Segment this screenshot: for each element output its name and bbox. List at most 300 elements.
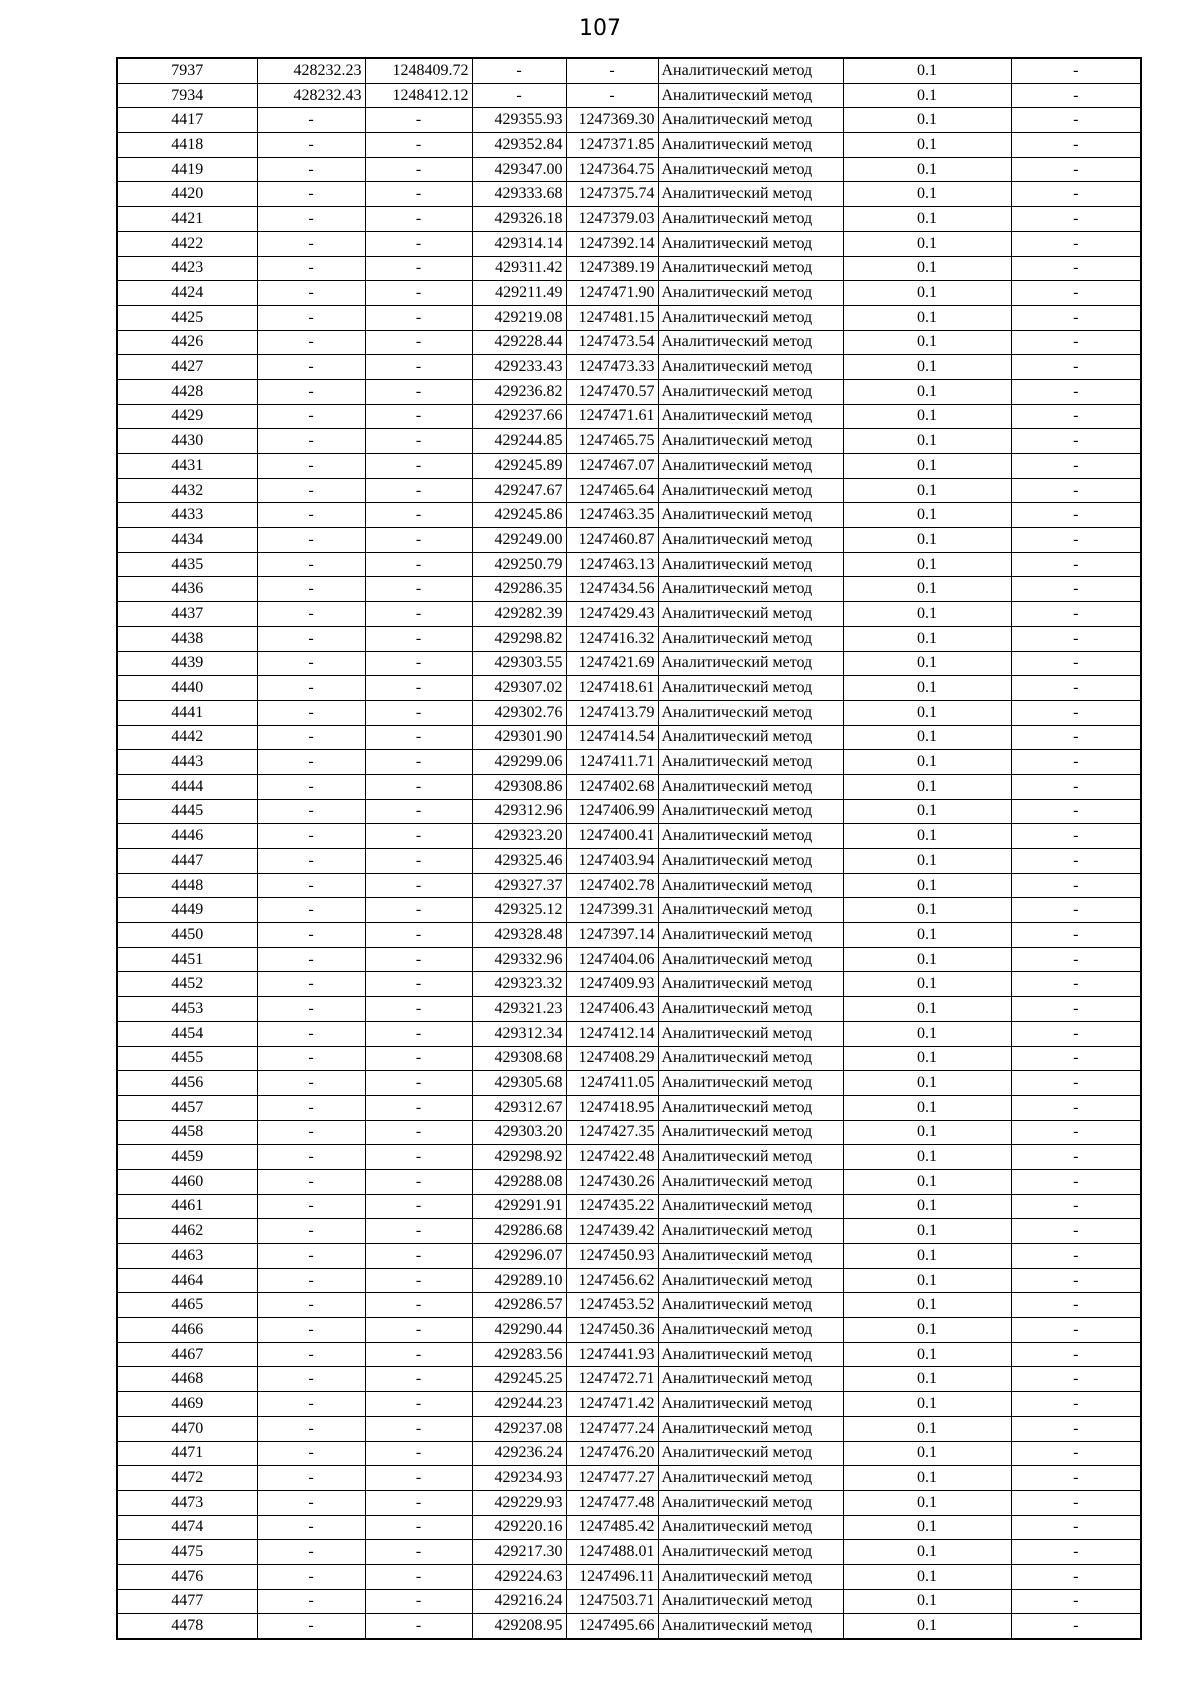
- point-id-cell: 4462: [117, 1219, 257, 1244]
- accuracy-cell: 0.1: [843, 182, 1011, 207]
- table-row: [117, 873, 1141, 898]
- old-y-cell: -: [365, 1293, 472, 1318]
- new-y-cell: 1247413.79: [566, 700, 658, 725]
- table-row: [117, 133, 1141, 158]
- new-x-cell: 429228.44: [472, 330, 566, 355]
- new-y-cell: 1247403.94: [566, 849, 658, 874]
- method-cell: Аналитический метод: [658, 725, 843, 750]
- point-id-cell: 4469: [117, 1392, 257, 1417]
- table-row: [117, 972, 1141, 997]
- note-cell: -: [1011, 1046, 1141, 1071]
- old-y-cell: -: [365, 947, 472, 972]
- new-x-cell: 429283.56: [472, 1342, 566, 1367]
- method-cell: Аналитический метод: [658, 873, 843, 898]
- note-cell: -: [1011, 1268, 1141, 1293]
- table-row: [117, 58, 1141, 83]
- accuracy-cell: 0.1: [843, 1589, 1011, 1614]
- new-y-cell: 1247441.93: [566, 1342, 658, 1367]
- note-cell: -: [1011, 923, 1141, 948]
- accuracy-cell: 0.1: [843, 750, 1011, 775]
- table-row: [117, 602, 1141, 627]
- old-x-cell: -: [257, 478, 365, 503]
- table-row: [117, 231, 1141, 256]
- old-y-cell: -: [365, 1589, 472, 1614]
- old-x-cell: -: [257, 947, 365, 972]
- table-row: [117, 824, 1141, 849]
- old-y-cell: -: [365, 824, 472, 849]
- note-cell: -: [1011, 725, 1141, 750]
- new-x-cell: 429237.08: [472, 1416, 566, 1441]
- new-x-cell: 429314.14: [472, 231, 566, 256]
- new-x-cell: 429217.30: [472, 1540, 566, 1565]
- accuracy-cell: 0.1: [843, 58, 1011, 83]
- note-cell: -: [1011, 58, 1141, 83]
- accuracy-cell: 0.1: [843, 1416, 1011, 1441]
- old-x-cell: -: [257, 281, 365, 306]
- note-cell: -: [1011, 231, 1141, 256]
- old-x-cell: -: [257, 1342, 365, 1367]
- table-row: [117, 355, 1141, 380]
- accuracy-cell: 0.1: [843, 1021, 1011, 1046]
- note-cell: -: [1011, 256, 1141, 281]
- new-x-cell: 429301.90: [472, 725, 566, 750]
- point-id-cell: 4447: [117, 849, 257, 874]
- point-id-cell: 4466: [117, 1318, 257, 1343]
- point-id-cell: 4455: [117, 1046, 257, 1071]
- table-row: [117, 83, 1141, 108]
- old-x-cell: -: [257, 1564, 365, 1589]
- accuracy-cell: 0.1: [843, 1441, 1011, 1466]
- note-cell: -: [1011, 577, 1141, 602]
- new-x-cell: 429325.12: [472, 898, 566, 923]
- point-id-cell: 4421: [117, 207, 257, 232]
- point-id-cell: 4428: [117, 379, 257, 404]
- method-cell: Аналитический метод: [658, 626, 843, 651]
- accuracy-cell: 0.1: [843, 972, 1011, 997]
- old-x-cell: -: [257, 1244, 365, 1269]
- old-x-cell: -: [257, 700, 365, 725]
- table-row: [117, 528, 1141, 553]
- old-y-cell: -: [365, 849, 472, 874]
- accuracy-cell: 0.1: [843, 503, 1011, 528]
- new-x-cell: 429312.96: [472, 799, 566, 824]
- new-y-cell: 1247412.14: [566, 1021, 658, 1046]
- old-x-cell: -: [257, 1466, 365, 1491]
- new-y-cell: 1247421.69: [566, 651, 658, 676]
- old-y-cell: -: [365, 305, 472, 330]
- accuracy-cell: 0.1: [843, 947, 1011, 972]
- old-y-cell: -: [365, 478, 472, 503]
- point-id-cell: 4435: [117, 552, 257, 577]
- old-y-cell: -: [365, 626, 472, 651]
- point-id-cell: 4430: [117, 429, 257, 454]
- note-cell: -: [1011, 1244, 1141, 1269]
- new-y-cell: 1247427.35: [566, 1120, 658, 1145]
- note-cell: -: [1011, 1490, 1141, 1515]
- table-row: [117, 1564, 1141, 1589]
- old-y-cell: -: [365, 602, 472, 627]
- old-x-cell: -: [257, 1046, 365, 1071]
- table-row: [117, 923, 1141, 948]
- note-cell: -: [1011, 676, 1141, 701]
- old-y-cell: -: [365, 1244, 472, 1269]
- table-row: [117, 404, 1141, 429]
- accuracy-cell: 0.1: [843, 1169, 1011, 1194]
- note-cell: -: [1011, 774, 1141, 799]
- old-y-cell: -: [365, 577, 472, 602]
- old-x-cell: -: [257, 1145, 365, 1170]
- new-y-cell: 1247477.24: [566, 1416, 658, 1441]
- method-cell: Аналитический метод: [658, 898, 843, 923]
- new-y-cell: 1247402.78: [566, 873, 658, 898]
- point-id-cell: 4453: [117, 997, 257, 1022]
- old-x-cell: -: [257, 552, 365, 577]
- coordinates-table: [116, 57, 1142, 1640]
- accuracy-cell: 0.1: [843, 1046, 1011, 1071]
- note-cell: -: [1011, 454, 1141, 479]
- method-cell: Аналитический метод: [658, 404, 843, 429]
- new-x-cell: 429220.16: [472, 1515, 566, 1540]
- old-x-cell: -: [257, 379, 365, 404]
- old-y-cell: -: [365, 182, 472, 207]
- note-cell: -: [1011, 898, 1141, 923]
- old-y-cell: -: [365, 1169, 472, 1194]
- table-row: [117, 478, 1141, 503]
- table-row: [117, 330, 1141, 355]
- new-x-cell: 429307.02: [472, 676, 566, 701]
- new-y-cell: 1247422.48: [566, 1145, 658, 1170]
- method-cell: Аналитический метод: [658, 923, 843, 948]
- new-y-cell: 1247435.22: [566, 1194, 658, 1219]
- method-cell: Аналитический метод: [658, 133, 843, 158]
- note-cell: -: [1011, 1466, 1141, 1491]
- old-x-cell: -: [257, 799, 365, 824]
- new-x-cell: 429286.57: [472, 1293, 566, 1318]
- table-row: [117, 1219, 1141, 1244]
- table-row: [117, 947, 1141, 972]
- accuracy-cell: 0.1: [843, 157, 1011, 182]
- new-x-cell: 429249.00: [472, 528, 566, 553]
- method-cell: Аналитический метод: [658, 305, 843, 330]
- table-row: [117, 454, 1141, 479]
- point-id-cell: 4417: [117, 108, 257, 133]
- new-x-cell: 429286.68: [472, 1219, 566, 1244]
- new-y-cell: 1247399.31: [566, 898, 658, 923]
- method-cell: Аналитический метод: [658, 1367, 843, 1392]
- new-x-cell: 429288.08: [472, 1169, 566, 1194]
- new-y-cell: 1247392.14: [566, 231, 658, 256]
- method-cell: Аналитический метод: [658, 552, 843, 577]
- method-cell: Аналитический метод: [658, 1441, 843, 1466]
- new-x-cell: 429236.24: [472, 1441, 566, 1466]
- method-cell: Аналитический метод: [658, 997, 843, 1022]
- note-cell: -: [1011, 972, 1141, 997]
- old-y-cell: -: [365, 133, 472, 158]
- table-row: [117, 651, 1141, 676]
- accuracy-cell: 0.1: [843, 1120, 1011, 1145]
- accuracy-cell: 0.1: [843, 1293, 1011, 1318]
- new-x-cell: 429305.68: [472, 1071, 566, 1096]
- note-cell: -: [1011, 503, 1141, 528]
- table-row: [117, 256, 1141, 281]
- new-y-cell: 1247369.30: [566, 108, 658, 133]
- old-y-cell: -: [365, 972, 472, 997]
- table-row: [117, 1392, 1141, 1417]
- old-x-cell: 428232.43: [257, 83, 365, 108]
- new-x-cell: 429245.25: [472, 1367, 566, 1392]
- new-x-cell: 429244.23: [472, 1392, 566, 1417]
- accuracy-cell: 0.1: [843, 1318, 1011, 1343]
- note-cell: -: [1011, 849, 1141, 874]
- new-y-cell: 1247379.03: [566, 207, 658, 232]
- method-cell: Аналитический метод: [658, 1564, 843, 1589]
- method-cell: Аналитический метод: [658, 1515, 843, 1540]
- new-x-cell: 429208.95: [472, 1614, 566, 1639]
- new-x-cell: 429247.67: [472, 478, 566, 503]
- new-y-cell: 1247364.75: [566, 157, 658, 182]
- new-y-cell: -: [566, 83, 658, 108]
- old-x-cell: -: [257, 1614, 365, 1639]
- accuracy-cell: 0.1: [843, 1466, 1011, 1491]
- old-x-cell: -: [257, 602, 365, 627]
- new-x-cell: 429219.08: [472, 305, 566, 330]
- method-cell: Аналитический метод: [658, 602, 843, 627]
- note-cell: -: [1011, 651, 1141, 676]
- new-y-cell: 1247470.57: [566, 379, 658, 404]
- point-id-cell: 4437: [117, 602, 257, 627]
- note-cell: -: [1011, 108, 1141, 133]
- note-cell: -: [1011, 379, 1141, 404]
- new-y-cell: 1247400.41: [566, 824, 658, 849]
- old-x-cell: -: [257, 651, 365, 676]
- point-id-cell: 4456: [117, 1071, 257, 1096]
- table-row: [117, 552, 1141, 577]
- new-y-cell: 1247434.56: [566, 577, 658, 602]
- method-cell: Аналитический метод: [658, 1095, 843, 1120]
- old-x-cell: -: [257, 577, 365, 602]
- new-y-cell: 1247397.14: [566, 923, 658, 948]
- method-cell: Аналитический метод: [658, 1466, 843, 1491]
- point-id-cell: 4468: [117, 1367, 257, 1392]
- new-y-cell: 1247476.20: [566, 1441, 658, 1466]
- table-row: [117, 626, 1141, 651]
- old-x-cell: -: [257, 305, 365, 330]
- new-x-cell: 429326.18: [472, 207, 566, 232]
- new-x-cell: -: [472, 58, 566, 83]
- method-cell: Аналитический метод: [658, 1293, 843, 1318]
- old-x-cell: -: [257, 1540, 365, 1565]
- new-y-cell: 1247450.36: [566, 1318, 658, 1343]
- old-y-cell: 1248409.72: [365, 58, 472, 83]
- table-row: [117, 1540, 1141, 1565]
- old-y-cell: -: [365, 1540, 472, 1565]
- new-x-cell: 429312.67: [472, 1095, 566, 1120]
- point-id-cell: 4465: [117, 1293, 257, 1318]
- new-y-cell: -: [566, 58, 658, 83]
- point-id-cell: 4467: [117, 1342, 257, 1367]
- page-number: 107: [579, 16, 621, 41]
- note-cell: -: [1011, 1219, 1141, 1244]
- note-cell: -: [1011, 1194, 1141, 1219]
- old-x-cell: -: [257, 1169, 365, 1194]
- accuracy-cell: 0.1: [843, 626, 1011, 651]
- table-row: [117, 1244, 1141, 1269]
- point-id-cell: 4473: [117, 1490, 257, 1515]
- point-id-cell: 4477: [117, 1589, 257, 1614]
- table-row: [117, 799, 1141, 824]
- new-x-cell: 429303.20: [472, 1120, 566, 1145]
- old-x-cell: -: [257, 725, 365, 750]
- table-row: [117, 1466, 1141, 1491]
- point-id-cell: 4444: [117, 774, 257, 799]
- old-x-cell: -: [257, 1392, 365, 1417]
- method-cell: Аналитический метод: [658, 454, 843, 479]
- method-cell: Аналитический метод: [658, 478, 843, 503]
- note-cell: -: [1011, 1021, 1141, 1046]
- table-row: [117, 725, 1141, 750]
- method-cell: Аналитический метод: [658, 1490, 843, 1515]
- new-y-cell: 1247488.01: [566, 1540, 658, 1565]
- point-id-cell: 4470: [117, 1416, 257, 1441]
- note-cell: -: [1011, 528, 1141, 553]
- accuracy-cell: 0.1: [843, 528, 1011, 553]
- old-y-cell: -: [365, 651, 472, 676]
- table-row: [117, 898, 1141, 923]
- new-y-cell: 1247477.48: [566, 1490, 658, 1515]
- note-cell: -: [1011, 799, 1141, 824]
- old-y-cell: -: [365, 1466, 472, 1491]
- accuracy-cell: 0.1: [843, 83, 1011, 108]
- table-row: [117, 700, 1141, 725]
- old-y-cell: -: [365, 207, 472, 232]
- new-x-cell: 429245.89: [472, 454, 566, 479]
- old-x-cell: -: [257, 824, 365, 849]
- note-cell: -: [1011, 1145, 1141, 1170]
- old-y-cell: -: [365, 1515, 472, 1540]
- method-cell: Аналитический метод: [658, 1021, 843, 1046]
- note-cell: -: [1011, 626, 1141, 651]
- new-x-cell: 429333.68: [472, 182, 566, 207]
- point-id-cell: 4459: [117, 1145, 257, 1170]
- accuracy-cell: 0.1: [843, 824, 1011, 849]
- table-row: [117, 577, 1141, 602]
- new-y-cell: 1247439.42: [566, 1219, 658, 1244]
- new-y-cell: 1247418.61: [566, 676, 658, 701]
- point-id-cell: 4427: [117, 355, 257, 380]
- new-x-cell: 429233.43: [472, 355, 566, 380]
- accuracy-cell: 0.1: [843, 676, 1011, 701]
- old-y-cell: -: [365, 108, 472, 133]
- new-x-cell: 429244.85: [472, 429, 566, 454]
- old-x-cell: -: [257, 1490, 365, 1515]
- note-cell: -: [1011, 1564, 1141, 1589]
- point-id-cell: 4460: [117, 1169, 257, 1194]
- new-y-cell: 1247402.68: [566, 774, 658, 799]
- new-y-cell: 1247471.90: [566, 281, 658, 306]
- old-x-cell: -: [257, 1293, 365, 1318]
- table-row: [117, 503, 1141, 528]
- new-y-cell: 1247472.71: [566, 1367, 658, 1392]
- old-x-cell: -: [257, 1021, 365, 1046]
- table-row: [117, 1293, 1141, 1318]
- point-id-cell: 4439: [117, 651, 257, 676]
- old-x-cell: -: [257, 1268, 365, 1293]
- method-cell: Аналитический метод: [658, 700, 843, 725]
- note-cell: -: [1011, 355, 1141, 380]
- new-x-cell: 429250.79: [472, 552, 566, 577]
- new-y-cell: 1247471.42: [566, 1392, 658, 1417]
- table-row: [117, 676, 1141, 701]
- accuracy-cell: 0.1: [843, 454, 1011, 479]
- accuracy-cell: 0.1: [843, 873, 1011, 898]
- table-row: [117, 1589, 1141, 1614]
- note-cell: -: [1011, 157, 1141, 182]
- table-row: [117, 849, 1141, 874]
- old-y-cell: -: [365, 997, 472, 1022]
- old-y-cell: -: [365, 503, 472, 528]
- old-y-cell: -: [365, 355, 472, 380]
- accuracy-cell: 0.1: [843, 725, 1011, 750]
- old-y-cell: -: [365, 454, 472, 479]
- method-cell: Аналитический метод: [658, 651, 843, 676]
- point-id-cell: 4445: [117, 799, 257, 824]
- new-y-cell: 1247406.43: [566, 997, 658, 1022]
- old-y-cell: -: [365, 873, 472, 898]
- new-y-cell: 1247481.15: [566, 305, 658, 330]
- table-body: [117, 58, 1141, 1639]
- note-cell: -: [1011, 404, 1141, 429]
- method-cell: Аналитический метод: [658, 1589, 843, 1614]
- note-cell: -: [1011, 83, 1141, 108]
- old-x-cell: -: [257, 1367, 365, 1392]
- point-id-cell: 7937: [117, 58, 257, 83]
- new-y-cell: 1247404.06: [566, 947, 658, 972]
- table-row: [117, 1194, 1141, 1219]
- note-cell: -: [1011, 133, 1141, 158]
- table-row: [117, 1268, 1141, 1293]
- new-y-cell: 1247375.74: [566, 182, 658, 207]
- new-y-cell: 1247477.27: [566, 1466, 658, 1491]
- table-row: [117, 1490, 1141, 1515]
- table-row: [117, 429, 1141, 454]
- old-x-cell: -: [257, 1589, 365, 1614]
- new-x-cell: 429282.39: [472, 602, 566, 627]
- point-id-cell: 4461: [117, 1194, 257, 1219]
- method-cell: Аналитический метод: [658, 330, 843, 355]
- note-cell: -: [1011, 1367, 1141, 1392]
- point-id-cell: 4457: [117, 1095, 257, 1120]
- new-y-cell: 1247416.32: [566, 626, 658, 651]
- old-y-cell: -: [365, 528, 472, 553]
- accuracy-cell: 0.1: [843, 602, 1011, 627]
- new-y-cell: 1247496.11: [566, 1564, 658, 1589]
- point-id-cell: 4425: [117, 305, 257, 330]
- new-y-cell: 1247430.26: [566, 1169, 658, 1194]
- accuracy-cell: 0.1: [843, 898, 1011, 923]
- point-id-cell: 4454: [117, 1021, 257, 1046]
- table-row: [117, 1441, 1141, 1466]
- old-x-cell: -: [257, 1120, 365, 1145]
- accuracy-cell: 0.1: [843, 1194, 1011, 1219]
- table-row: [117, 1021, 1141, 1046]
- old-x-cell: -: [257, 355, 365, 380]
- old-x-cell: -: [257, 626, 365, 651]
- accuracy-cell: 0.1: [843, 1564, 1011, 1589]
- old-y-cell: -: [365, 923, 472, 948]
- method-cell: Аналитический метод: [658, 256, 843, 281]
- accuracy-cell: 0.1: [843, 429, 1011, 454]
- old-x-cell: -: [257, 997, 365, 1022]
